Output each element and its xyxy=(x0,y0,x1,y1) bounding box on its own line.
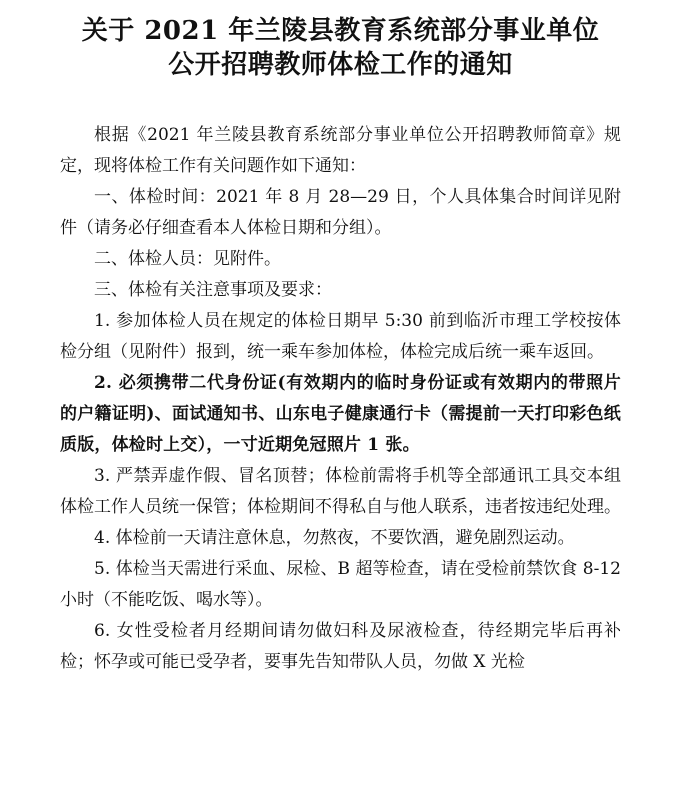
requirement-item-2: 2. 必须携带二代身份证(有效期内的临时身份证或有效期内的带照片的户籍证明)、面试通知书、山东电子健康通行卡（需提前一天打印彩色纸质版，体检时上交），一寸近期免冠照片 1 张。 xyxy=(60,373,621,455)
title-line-2: 公开招聘教师体检工作的通知 xyxy=(168,50,513,80)
document-body xyxy=(60,120,621,678)
document-title xyxy=(60,14,621,82)
title-line-1: 关于 2021 年兰陵县教育系统部分事业单位 xyxy=(81,16,600,46)
requirement-item-1: 1. 参加体检人员在规定的体检日期早 5:30 前到临沂市理工学校按体检分组（见附件）报到，统一乘车参加体检，体检完成后统一乘车返回。 xyxy=(60,311,621,362)
requirement-item-3: 3. 严禁弄虚作假、冒名顶替；体检前需将手机等全部通讯工具交本组体检工作人员统一保管；体检期间不得私自与他人联系，违者按违纪处理。 xyxy=(60,466,621,517)
section-exam-time: 一、体检时间：2021 年 8 月 28—29 日，个人具体集合时间详见附件（请务必仔细查看本人体检日期和分组）。 xyxy=(60,187,621,238)
requirement-item-4: 4. 体检前一天请注意休息，勿熬夜，不要饮酒，避免剧烈运动。 xyxy=(94,528,575,548)
requirement-item-6: 6. 女性受检者月经期间请勿做妇科及尿液检查，待经期完毕后再补检；怀孕或可能已受孕者，要事先告知带队人员，勿做 X 光检 xyxy=(60,621,621,672)
section-exam-personnel: 二、体检人员：见附件。 xyxy=(94,249,281,269)
intro-paragraph: 根据《2021 年兰陵县教育系统部分事业单位公开招聘教师简章》规定，现将体检工作有关问题作如下通知： xyxy=(60,125,621,176)
requirement-item-5: 5. 体检当天需进行采血、尿检、B 超等检查，请在受检前禁饮食 8-12 小时（不能吃饭、喝水等）。 xyxy=(60,559,621,610)
section-requirements-heading: 三、体检有关注意事项及要求： xyxy=(94,280,332,300)
